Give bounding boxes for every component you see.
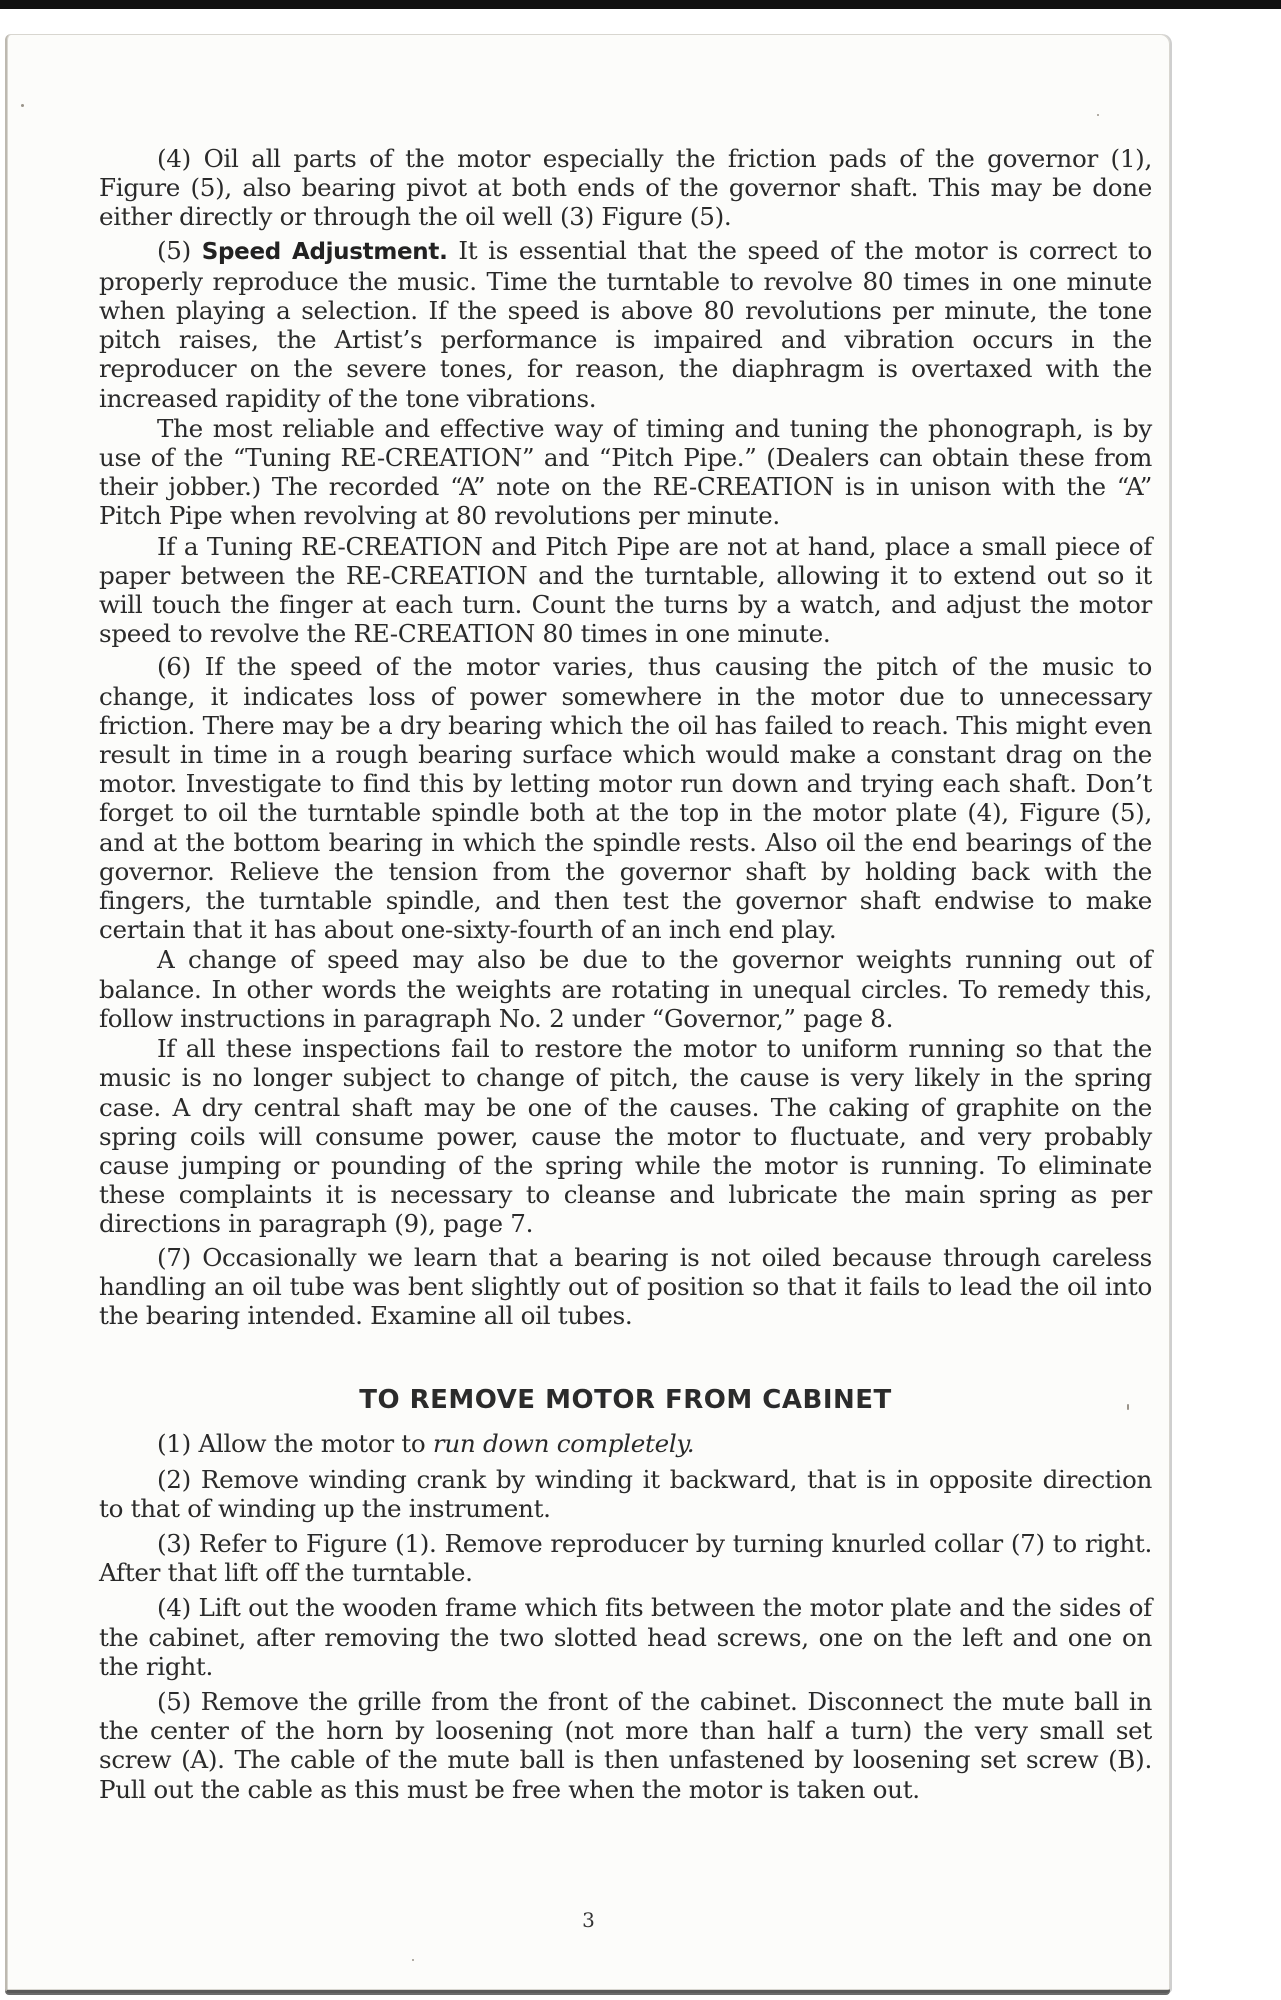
paragraph: The most reliable and effective way of timing and tuning the phonograph, is by use of the “Tuning RE-CREATION” and “Pitch Pipe.” (Dealers can obtain these from their jobber.) The recorded “A” note on the RE-CREATION is in unison with the “A” Pitch Pipe when revolving at 80 revolutions per minute. <box>99 413 1152 531</box>
step-text: (1) Allow the motor to <box>157 1429 433 1459</box>
scan-top-edge <box>0 0 1281 9</box>
step-text: (4) Lift out the wooden frame which fits between the motor plate and the sides of the cabinet, after removing the two slotted head screws, one on the left and one on the right. <box>99 1593 1152 1681</box>
paragraph: (4) Oil all parts of the motor especially the friction pads of the governor (1), Figure (5), also bearing pivot at both ends of the governor shaft. This may be done either directly or through the oil well (3) Figure (5). <box>99 144 1152 232</box>
step-item <box>99 1465 1152 1523</box>
step-item <box>99 1593 1152 1681</box>
speed-adjustment-heading: Speed Adjustment. <box>201 238 448 265</box>
document-page <box>5 34 1170 1993</box>
paragraph: (7) Occasionally we learn that a bearing is not oiled because through careless handling an oil tube was bent slightly out of position so that it fails to lead the oil into the bearing intended. Examine all oil tubes. <box>99 1242 1152 1330</box>
scan-speck <box>1097 114 1099 116</box>
paragraph: (6) If the speed of the motor varies, thus causing the pitch of the music to change, it indicates loss of power somewhere in the motor due to unnecessary friction. There may be a dry bearing which the oil has failed to reach. This might even result in time in a rough bearing surface which would make a constant drag on the motor. Investigate to find this by letting motor run down and trying each shaft. Don’t forget to oil the turntable spindle both at the top in the motor plate (4), Figure (5), and at the bottom bearing in which the spindle rests. Also oil the end bearings of the governor. Relieve the tension from the governor shaft by holding back with the fingers, the turntable spindle, and then test the governor shaft endwise to make certain that it has about one-sixty-fourth of an inch end play. <box>99 652 1152 945</box>
section-heading: TO REMOVE MOTOR FROM CABINET <box>359 1385 892 1416</box>
step-text: (3) Refer to Figure (1). Remove reproducer by turning knurled collar (7) to right. After that lift off the turntable. <box>99 1528 1152 1588</box>
paragraph: If all these inspections fail to restore the motor to uniform running so that the music is no longer subject to change of pitch, the cause is very likely in the spring case. A dry central shaft may be one of the causes. The caking of graphite on the spring coils will consume power, cause the motor to fluctuate, and very probably cause jumping or pounding of the spring while the motor is running. To eliminate these complaints it is necessary to cleanse and lubricate the main spring as per directions in paragraph (9), page 7. <box>99 1034 1152 1239</box>
paragraph: A change of speed may also be due to the governor weights running out of balance. In other words the weights are rotating in unequal circles. To remedy this, follow instructions in paragraph No. 2 under “Governor,” page 8. <box>99 945 1152 1033</box>
step-text: (2) Remove winding crank by winding it backward, that is in opposite direction to that of winding up the instrument. <box>99 1464 1152 1523</box>
paragraph: If a Tuning RE-CREATION and Pitch Pipe are not at hand, place a small piece of paper between the RE-CREATION and the turntable, allowing it to extend out so it will touch the finger at each turn. Count the turns by a watch, and adjust the motor speed to revolve the RE-CREATION 80 times in one minute. <box>99 531 1152 649</box>
step-text: (5) Remove the grille from the front of the cabinet. Disconnect the mute ball in the center of the horn by loosening (not more than half a turn) the very small set screw (A). The cable of the mute ball is then unfastened by loosening set screw (B). Pull out the cable as this must be free when the motor is taken out. <box>99 1686 1152 1804</box>
step-item <box>99 1429 1152 1458</box>
document-body <box>99 144 1152 1810</box>
scan-speck <box>412 1959 414 1961</box>
step-item <box>99 1687 1152 1804</box>
page-number: 3 <box>582 1908 595 1932</box>
paragraph-text: It is essential that the speed of the motor is correct to properly reproduce the music. Time the turntable to revolve 80 times in one minute when playing a selection. If the speed is above 80 revolutions per minute, the tone pitch raises, the Artist’s performance is impaired and vibration occurs in the reproducer on the severe tones, for reason, the diaphragm is overtaxed with the increased rapidity of the tone vibrations. <box>99 235 1152 413</box>
scan-speck <box>21 104 24 107</box>
step-item <box>99 1529 1152 1587</box>
paragraph-number: (5) <box>157 235 202 265</box>
step-emphasis: run down completely. <box>432 1429 695 1459</box>
paragraph-speed-adjustment <box>99 236 1152 413</box>
